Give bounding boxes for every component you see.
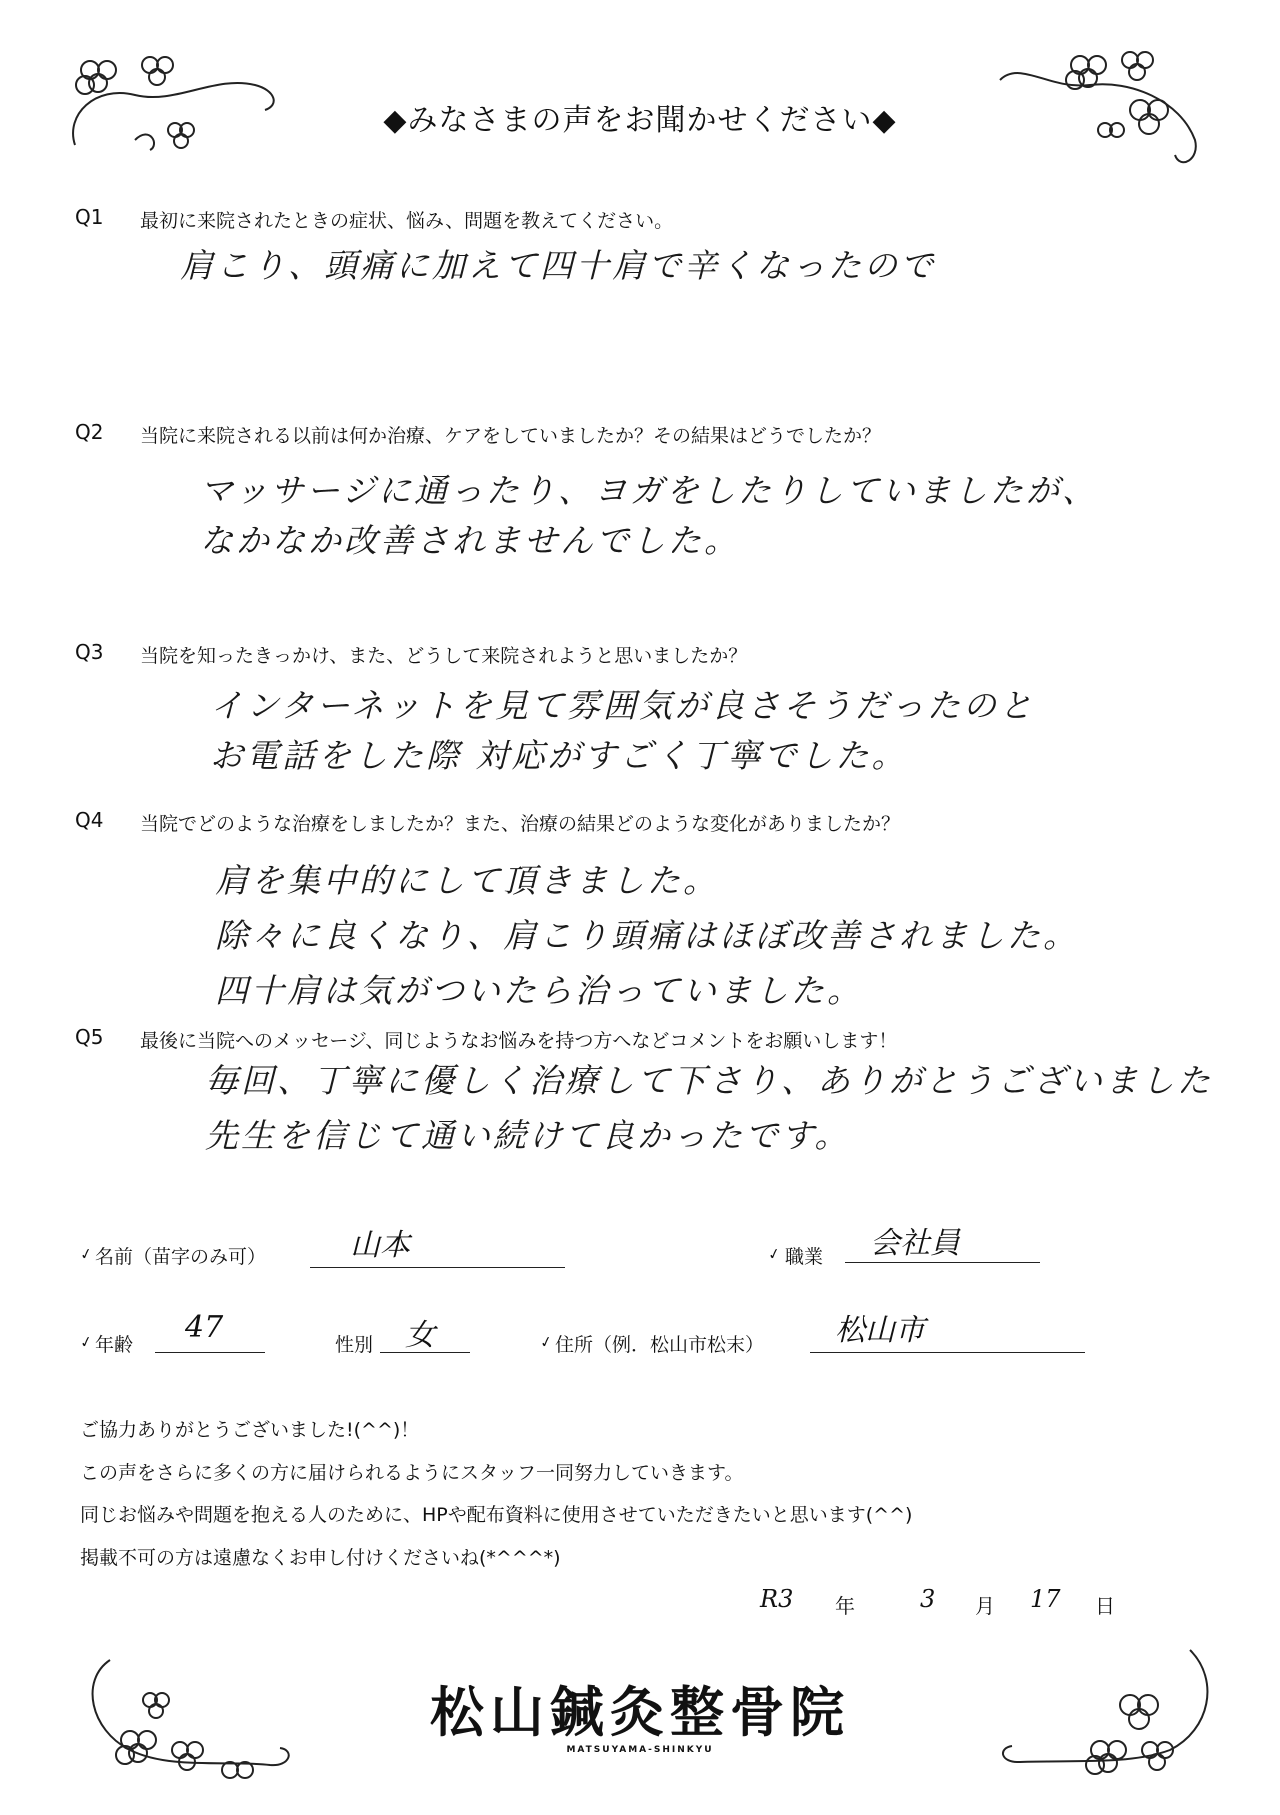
date-month-value: 3 [920, 1585, 936, 1613]
answer-line-q4-3: 四十肩は気がついたら治っていました。 [215, 971, 863, 1010]
page-title: ◆みなさまの声をお聞かせください◆ [383, 103, 897, 138]
answer-line-q3-2: お電話をした際 対応がすごく丁寧でした。 [210, 736, 908, 775]
answer-line-q5-1: 毎回、丁寧に優しく治療して下さり、ありがとうございました [205, 1061, 1213, 1100]
age-field-underline [155, 1352, 265, 1353]
answer-line-q2-2: なかなか改善されませんでした。 [200, 521, 740, 560]
age-field-label: 年齢 [95, 1334, 134, 1356]
date-month-label: 月 [975, 1594, 995, 1618]
question-label-q5: Q5 [75, 1025, 104, 1049]
address-field-label: 住所（例．松山市松末） [555, 1334, 765, 1356]
date-era-value: R3 [760, 1585, 794, 1613]
answer-line-q4-2: 除々に良くなり、肩こり頭痛はほぼ改善されました。 [215, 916, 1079, 955]
name-field-value: 山本 [350, 1228, 410, 1263]
question-label-q1: Q1 [75, 205, 104, 229]
footer-line-3: 同じお悩みや問題を抱える人のために、HPや配布資料に使用させていただきたいと思います(^^) [80, 1504, 913, 1526]
answer-line-q5-2: 先生を信じて通い続けて良かったです。 [205, 1116, 851, 1155]
name-field-label: 名前（苗字のみ可） [95, 1246, 267, 1268]
clinic-logo-subtitle: MATSUYAMA-SHINKYU [566, 1745, 714, 1755]
check-mark-icon: ✓ [78, 1243, 95, 1265]
footer-line-1: ご協力ありがとうございました!(^^)！ [80, 1419, 420, 1441]
name-field-underline [310, 1267, 565, 1268]
question-label-q2: Q2 [75, 420, 104, 444]
check-mark-icon: ✓ [78, 1331, 95, 1353]
answer-line-q4-1: 肩を集中的にして頂きました。 [215, 861, 719, 900]
check-mark-icon: ✓ [766, 1243, 783, 1265]
clinic-logo-name: 松山鍼灸整骨院 [430, 1681, 850, 1744]
question-text-q5: 最後に当院へのメッセージ、同じようなお悩みを持つ方へなどコメントをお願いします！ [140, 1030, 898, 1052]
job-field-value: 会社員 [870, 1226, 960, 1261]
job-field-label: 職業 [785, 1246, 824, 1268]
answer-line-q1-1: 肩こり、頭痛に加えて四十肩で辛くなったので [180, 246, 936, 285]
gender-field-label: 性別 [335, 1334, 374, 1356]
check-mark-icon: ✓ [538, 1331, 555, 1353]
date-year-label: 年 [835, 1594, 855, 1618]
date-day-value: 17 [1030, 1585, 1061, 1613]
footer-line-2: この声をさらに多くの方に届けられるようにスタッフ一同努力していきます。 [80, 1462, 744, 1484]
address-field-underline [810, 1352, 1085, 1353]
question-text-q4: 当院でどのような治療をしましたか？また、治療の結果どのような変化がありましたか？ [140, 813, 901, 835]
question-label-q4: Q4 [75, 808, 104, 832]
job-field-underline [845, 1262, 1040, 1263]
age-field-value: 47 [185, 1310, 224, 1345]
answer-line-q3-1: インターネットを見て雰囲気が良さそうだったのと [210, 686, 1036, 725]
date-day-label: 日 [1095, 1594, 1115, 1618]
footer-line-4: 掲載不可の方は遠慮なくお申し付けくださいね(*^^^*) [80, 1547, 561, 1569]
address-field-value: 松山市 [835, 1313, 925, 1348]
question-text-q3: 当院を知ったきっかけ、また、どうして来院されようと思いましたか？ [140, 645, 748, 667]
gender-field-value: 女 [405, 1318, 435, 1353]
gender-field-underline [380, 1352, 470, 1353]
question-text-q2: 当院に来院される以前は何か治療、ケアをしていましたか？その結果はどうでしたか？ [140, 425, 882, 447]
question-text-q1: 最初に来院されたときの症状、悩み、問題を教えてください。 [140, 210, 674, 232]
answer-line-q2-1: マッサージに通ったり、ヨガをしたりしていましたが、 [200, 471, 1099, 510]
question-label-q3: Q3 [75, 640, 104, 664]
